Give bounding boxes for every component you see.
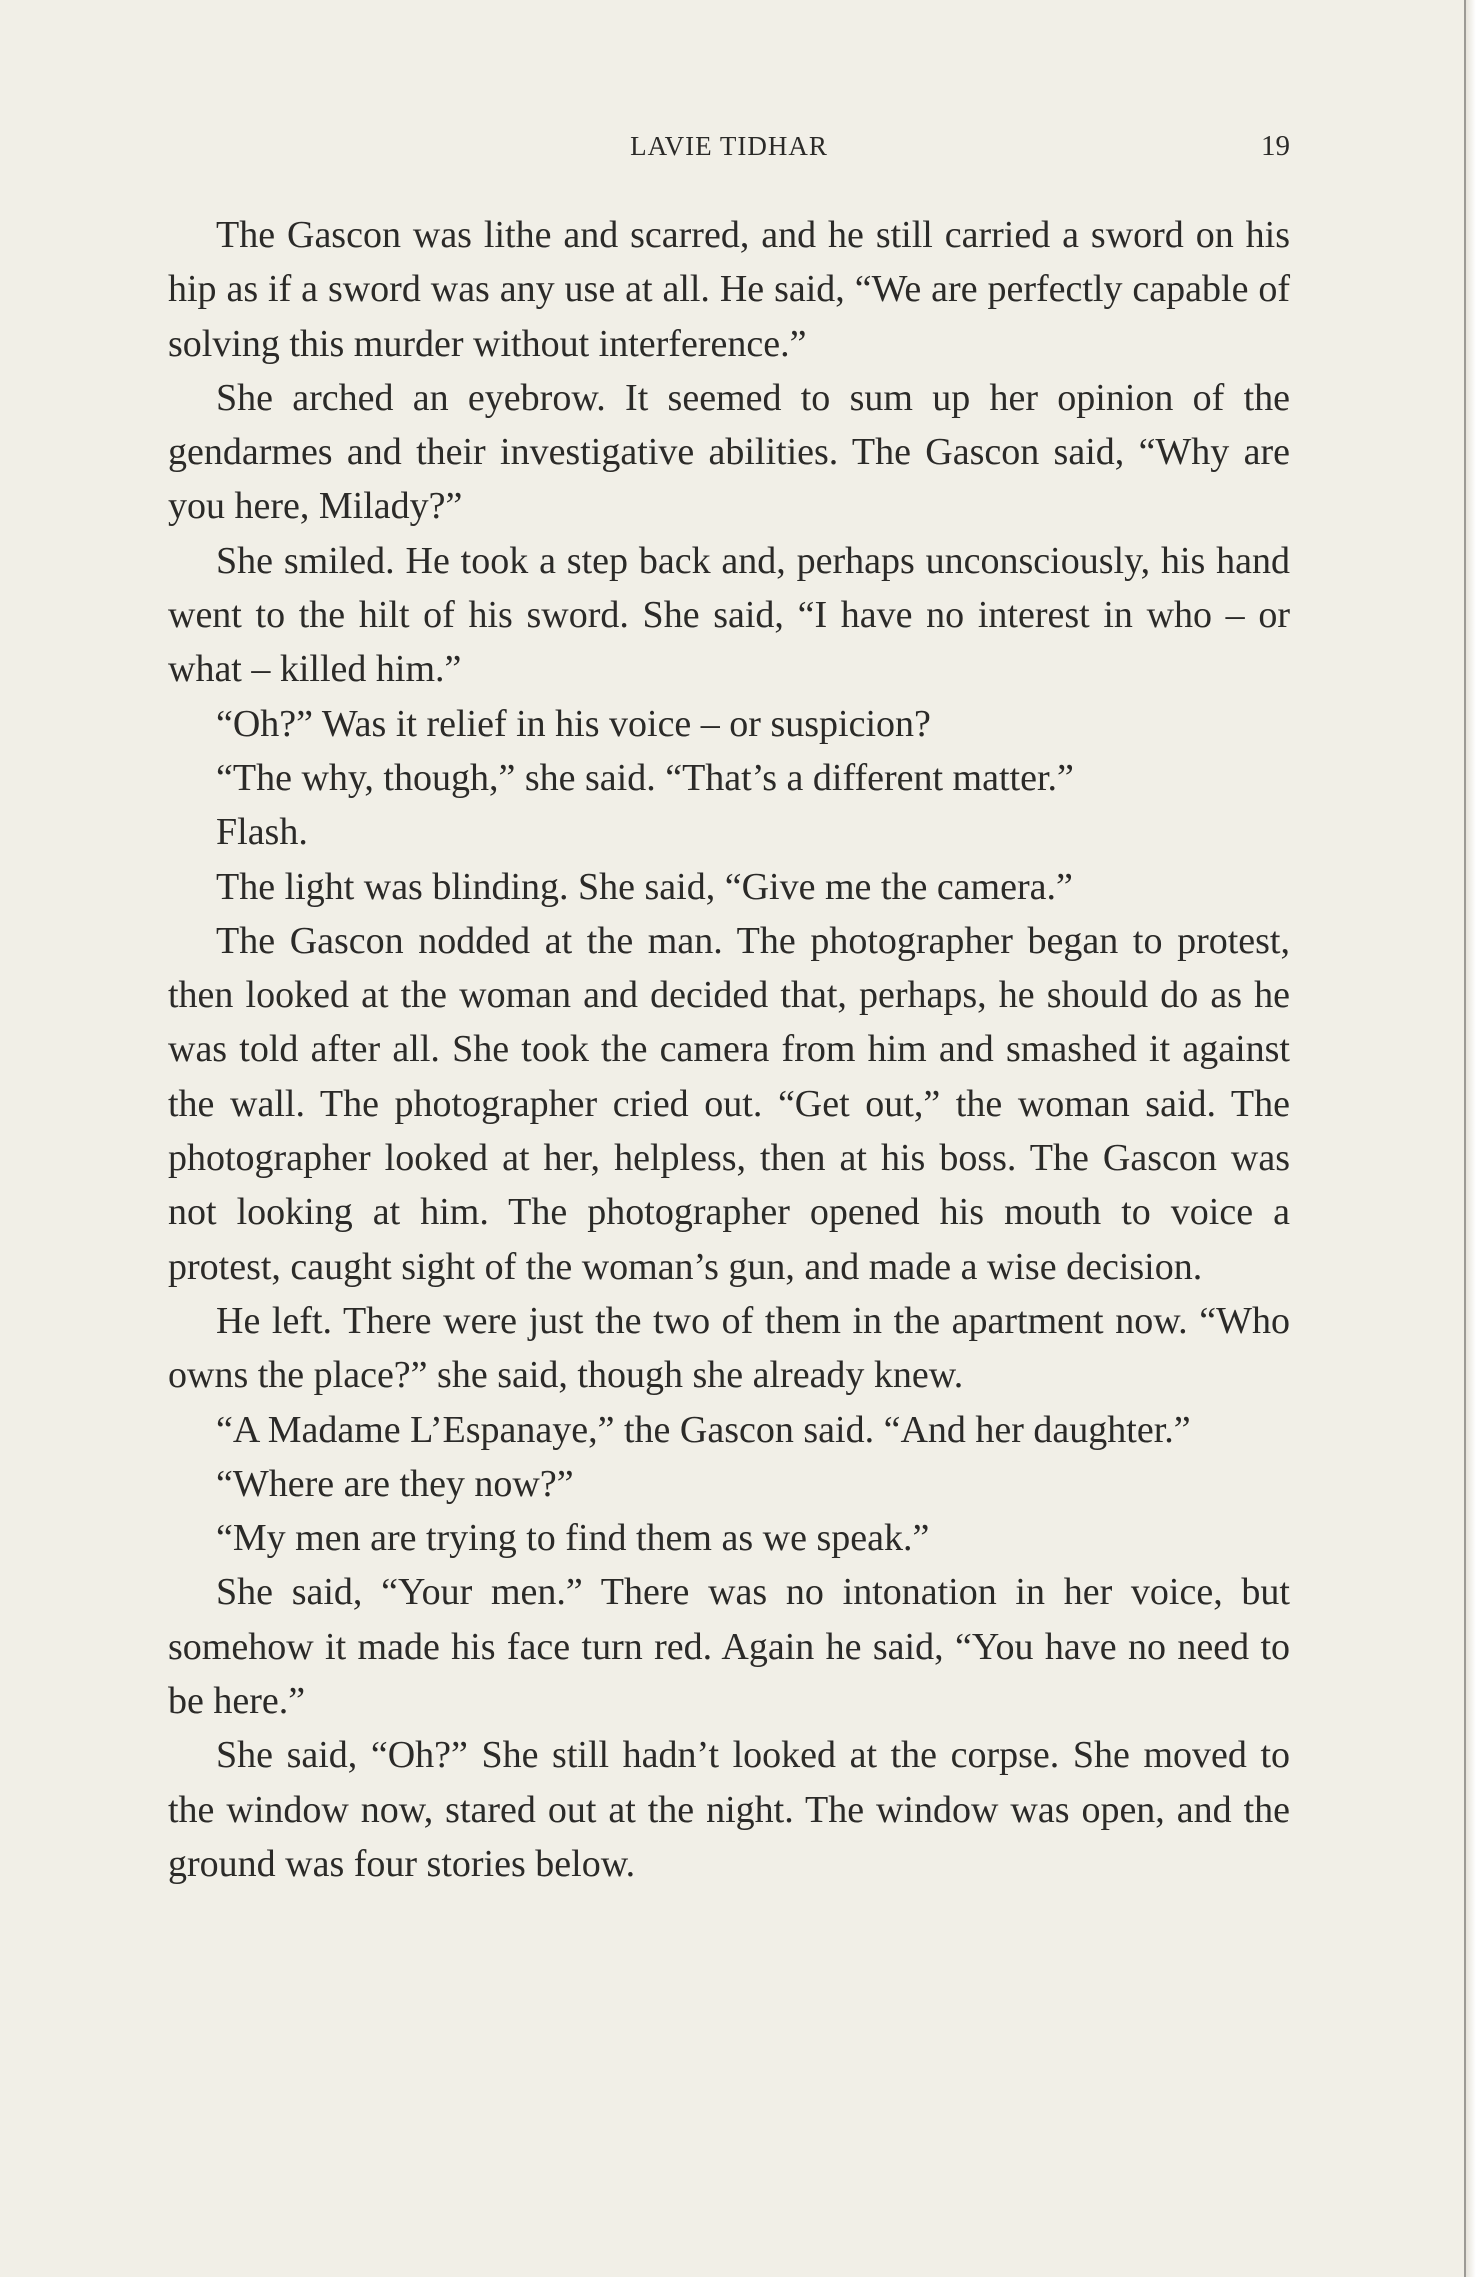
paragraph: The Gascon nodded at the man. The photographer began to protest, then looked at the woman and decided that, perhaps, he should do as he was told after all. She took the camera from him and smashed it against the wall. The photographer cried out. “Get out,” the woman said. The photographer looked at her, helpless, then at his boss. The Gascon was not looking at him. The photographer opened his mouth to voice a protest, caught sight of the woman’s gun, and made a wise decision. [168,919,1290,1288]
paragraph: The Gascon was lithe and scarred, and he still carried a sword on his hip as if a sword was any use at all. He said, “We are perfectly capable of solving this murder without interference.” [168,214,1290,365]
body-text [168,208,1290,1891]
paragraph: She smiled. He took a step back and, perhaps unconsciously, his hand went to the hilt of his sword. She said, “I have no interest in who – or what – killed him.” [168,539,1290,691]
running-head [168,126,1290,166]
paragraph: “My men are trying to find them as we speak.” [216,1517,930,1560]
paragraph: “Where are they now?” [216,1462,574,1505]
paragraph: The light was blinding. She said, “Give me the camera.” [216,865,1073,908]
page-edge [1466,0,1484,2277]
page-number: 19 [1261,130,1290,162]
paragraph: Flash. [216,811,308,854]
paragraph: “The why, though,” she said. “That’s a different matter.” [216,756,1074,799]
running-head-author: LAVIE TIDHAR [630,131,828,161]
paragraph: She said, “Oh?” She still hadn’t looked at the corpse. She moved to the window now, stared out at the night. The window was open, and the ground was four stories below. [168,1734,1290,1885]
paragraph: “A Madame L’Espanaye,” the Gascon said. “And her daughter.” [216,1408,1191,1451]
paragraph: “Oh?” Was it relief in his voice – or suspicion? [216,702,931,745]
paragraph: She said, “Your men.” There was no intonation in her voice, but somehow it made his face turn red. Again he said, “You have no need to be here.” [168,1571,1290,1723]
paragraph: He left. There were just the two of them in the apartment now. “Who owns the place?” she said, though she already knew. [168,1299,1290,1397]
paragraph: She arched an eyebrow. It seemed to sum up her opinion of the gendarmes and their investigative abilities. The Gascon said, “Why are you here, Milady?” [168,376,1290,528]
